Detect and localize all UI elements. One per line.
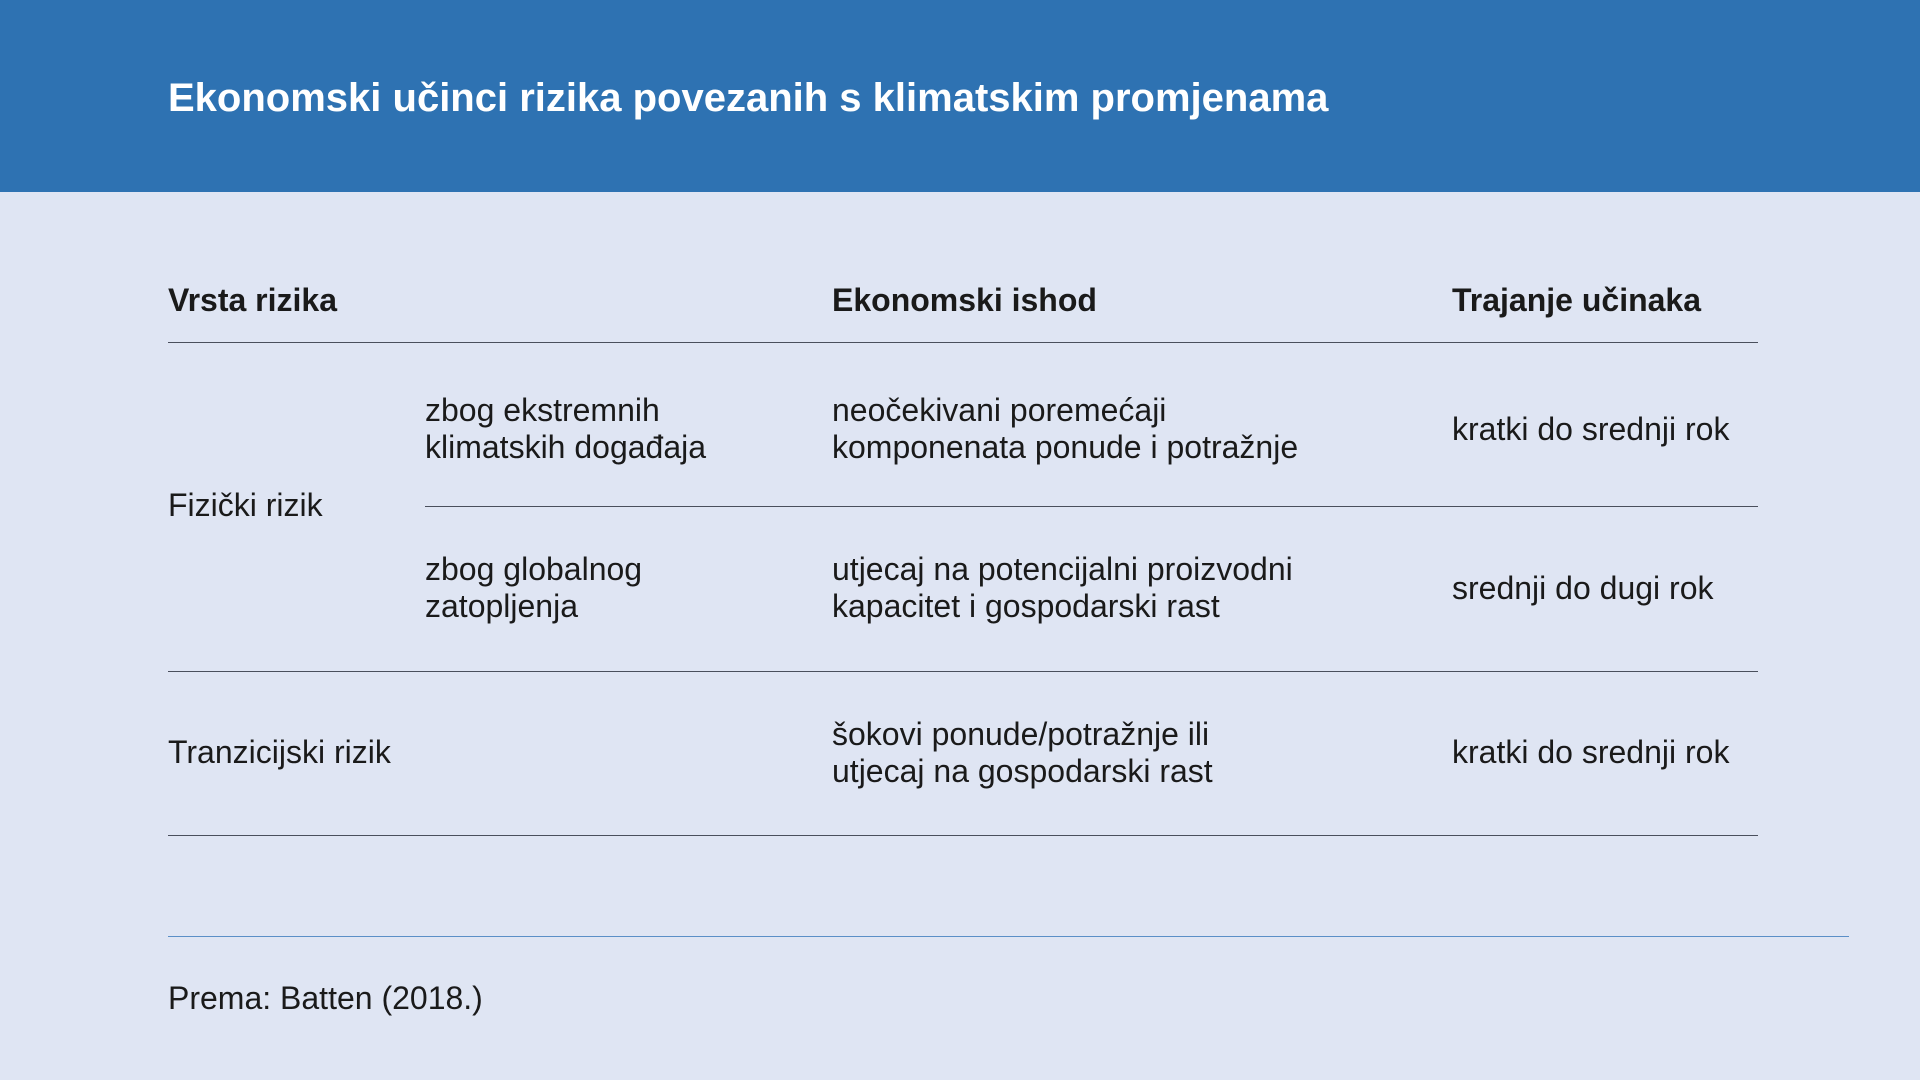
column-header-outcome: Ekonomski ishod xyxy=(832,282,1097,318)
physical-outcome-2 xyxy=(832,551,1293,625)
cause-line: zatopljenja xyxy=(425,588,578,624)
physical-duration-2: srednji do dugi rok xyxy=(1452,570,1714,606)
outcome-line: utjecaj na potencijalni proizvodni xyxy=(832,551,1293,587)
column-header-risk-type: Vrsta rizika xyxy=(168,282,337,318)
outcome-line: šokovi ponude/potražnje ili xyxy=(832,716,1210,752)
physical-cause-1 xyxy=(425,392,706,466)
physical-risk-label: Fizički rizik xyxy=(168,487,323,523)
source-note: Prema: Batten (2018.) xyxy=(168,980,483,1016)
outcome-line: komponenata ponude i potražnje xyxy=(832,429,1299,465)
physical-row-divider xyxy=(425,506,1758,507)
cause-line: zbog globalnog xyxy=(425,551,643,587)
physical-cause-2 xyxy=(425,551,642,625)
transition-outcome xyxy=(832,716,1213,790)
physical-outcome-1 xyxy=(832,392,1298,466)
page-title: Ekonomski učinci rizika povezanih s klimatskim promjenama xyxy=(168,76,1329,120)
outcome-line: kapacitet i gospodarski rast xyxy=(832,588,1220,624)
table-bottom-rule xyxy=(168,835,1758,836)
transition-duration: kratki do srednji rok xyxy=(1452,734,1730,770)
outcome-line: neočekivani poremećaji xyxy=(832,392,1167,428)
column-header-duration: Trajanje učinaka xyxy=(1452,282,1702,318)
cause-line: klimatskih događaja xyxy=(425,429,707,465)
title-banner xyxy=(0,0,1920,192)
cause-line: zbog ekstremnih xyxy=(425,392,660,428)
physical-duration-1: kratki do srednji rok xyxy=(1452,411,1730,447)
source-divider xyxy=(168,936,1849,937)
header-divider xyxy=(168,342,1758,343)
transition-risk-label: Tranzicijski rizik xyxy=(168,734,391,770)
outcome-line: utjecaj na gospodarski rast xyxy=(832,753,1213,789)
section-divider xyxy=(168,671,1758,672)
